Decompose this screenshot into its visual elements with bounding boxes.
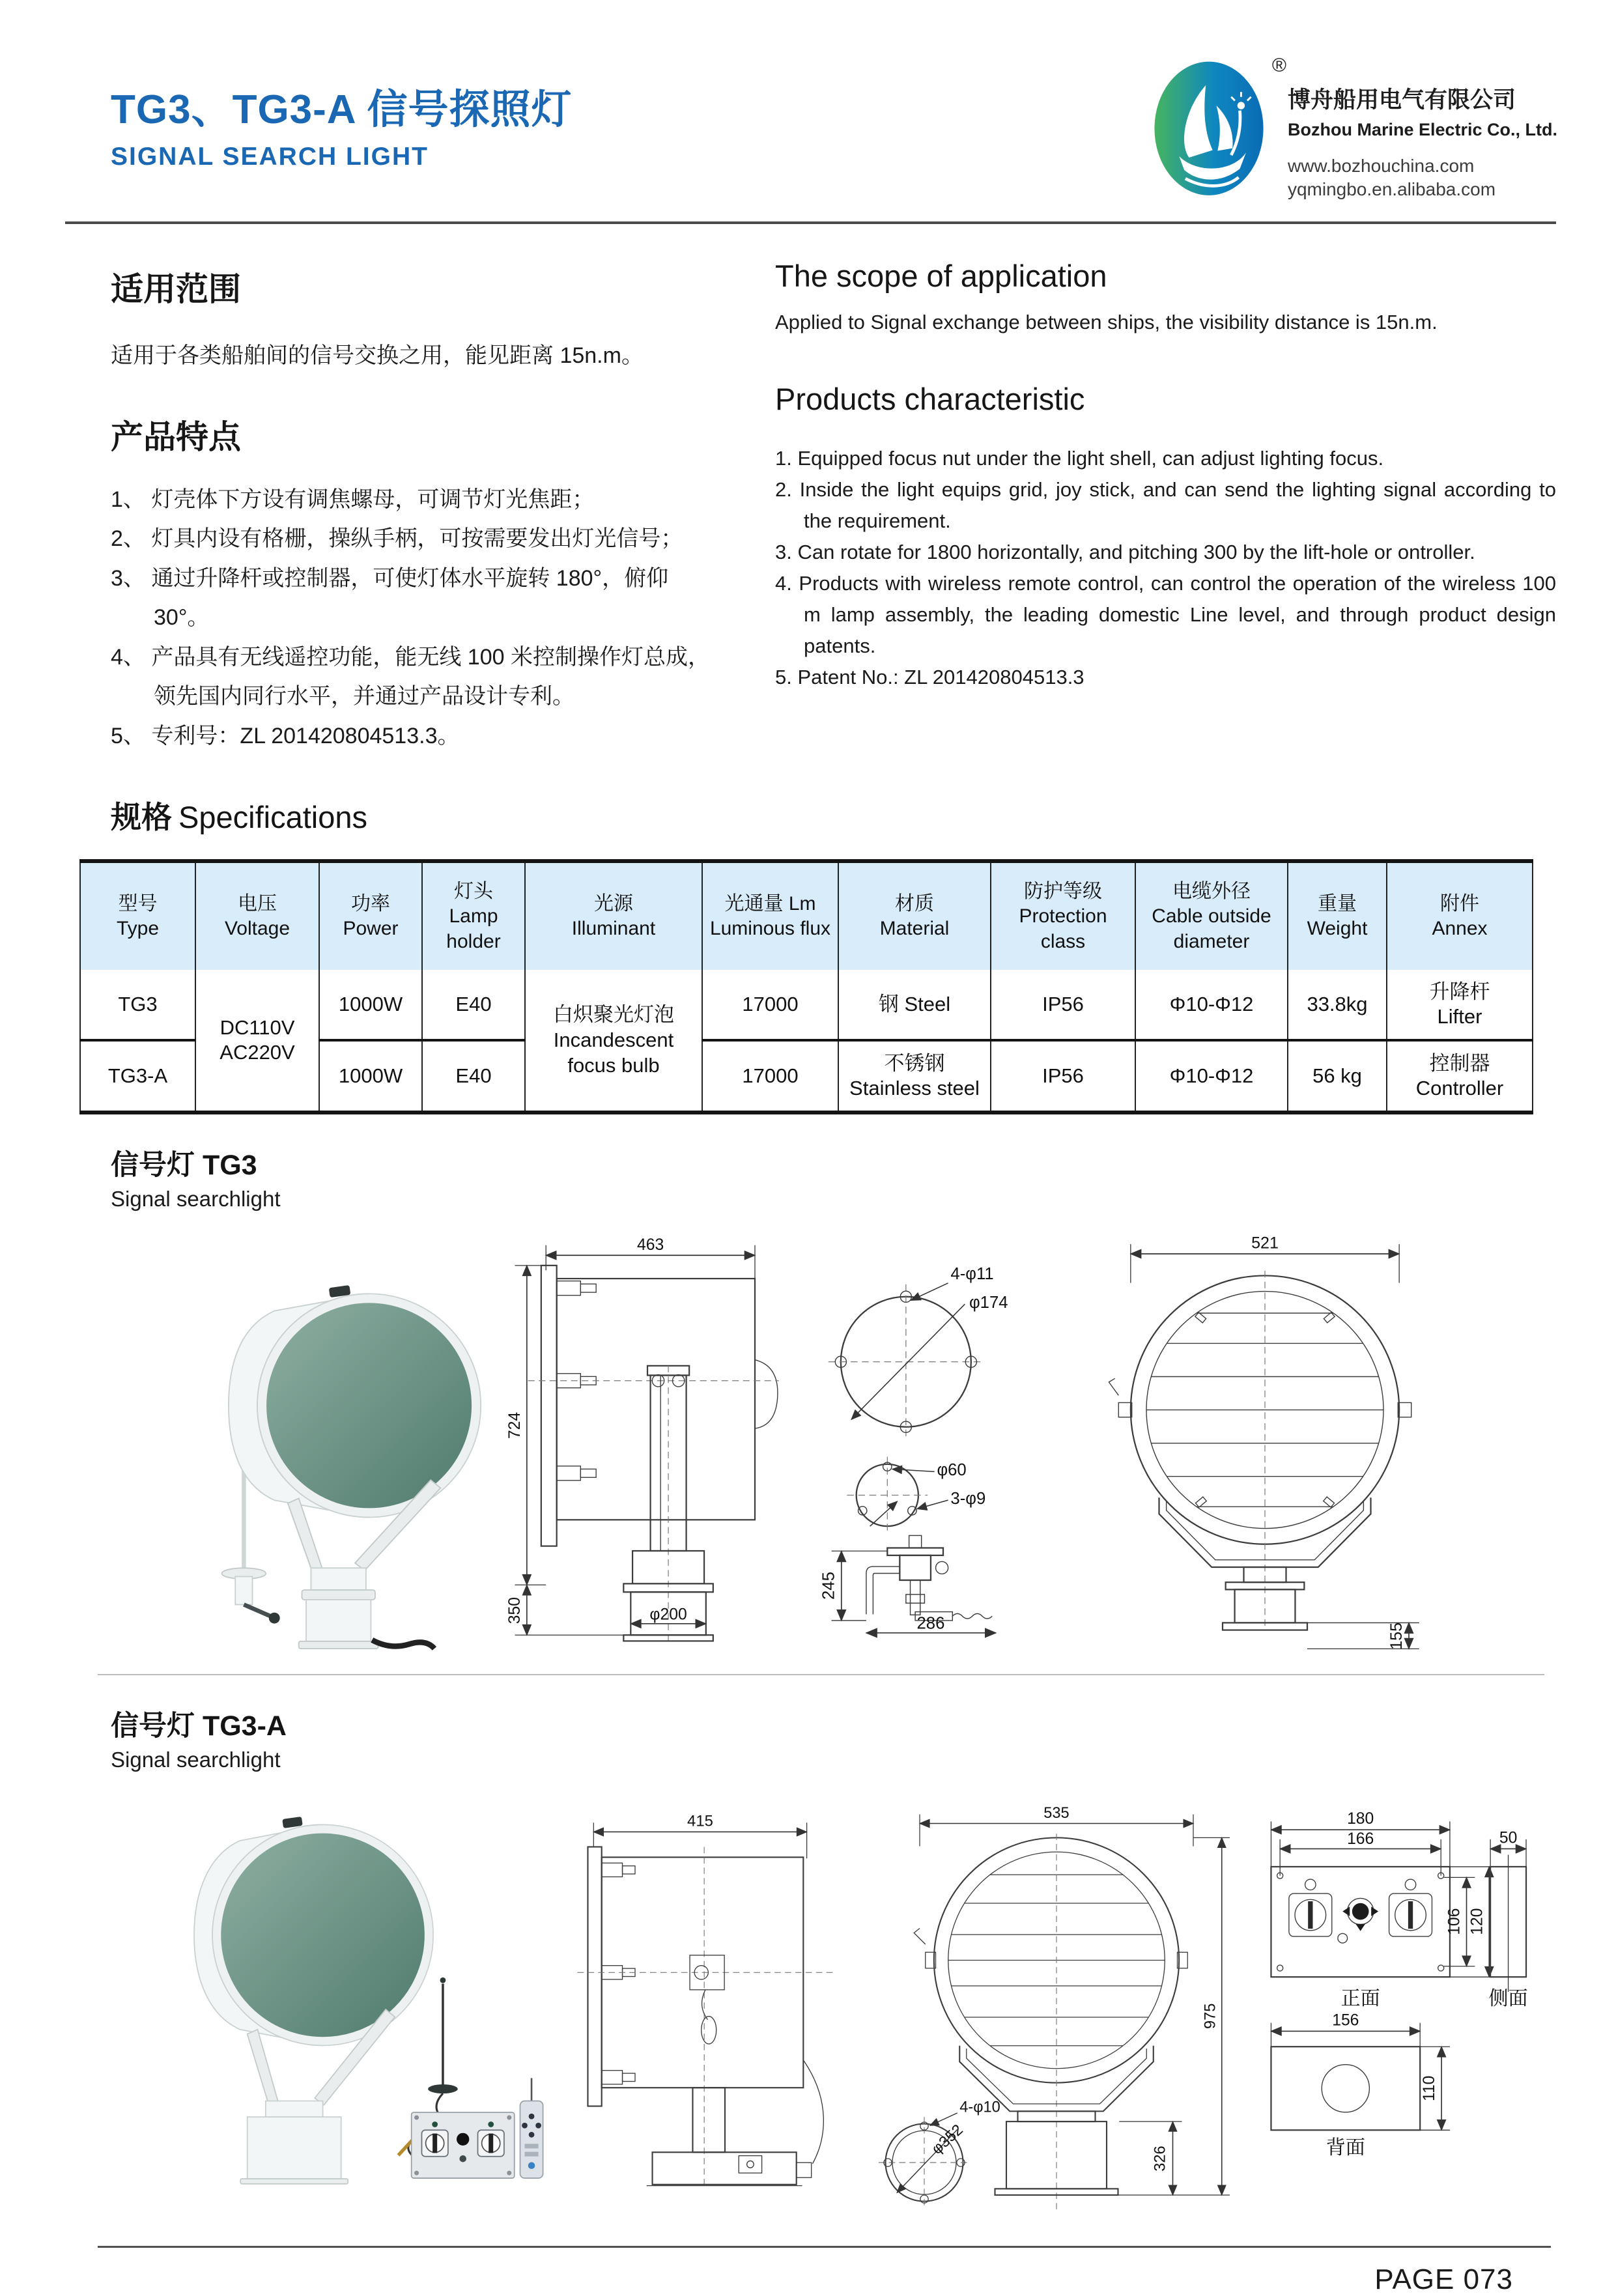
logo-text xyxy=(1288,57,1557,202)
tg3-heading-zh: 信号灯 TG3 xyxy=(111,1150,257,1182)
specifications-heading-en: Specifications xyxy=(178,800,367,835)
cell-annex: 升降杆 Lifter xyxy=(1387,970,1533,1040)
table-header-row xyxy=(80,861,1533,970)
cell-lamp: E40 xyxy=(422,970,525,1040)
dim-small-circle: φ60 xyxy=(937,1461,967,1480)
footer xyxy=(0,2246,1616,2296)
specifications-heading-zh: 规格 xyxy=(111,800,172,835)
feature-item: 4. Products with wireless remote control, can control the operation of the wireless 100 m lamp assembly, the leading domestic Line level, and through product design patents. xyxy=(775,571,1556,658)
feature-item: 2. Inside the light equips grid, joy stick, and can send the lighting signal according to the requirement. xyxy=(775,477,1556,532)
section-divider xyxy=(98,1674,1544,1675)
registered-mark: ® xyxy=(1271,55,1286,76)
tg3a-flange-circle xyxy=(879,2099,1000,2209)
dim-mount-circle: φ174 xyxy=(969,1294,1008,1312)
tg3-heading-en: Signal searchlight xyxy=(111,1187,281,1212)
cell-type: TG3-A xyxy=(80,1040,195,1113)
intro-chinese-column xyxy=(111,254,730,756)
dim-front-height: 975 xyxy=(1202,2003,1219,2030)
title-block xyxy=(111,77,573,171)
cell-weight: 33.8kg xyxy=(1288,970,1387,1040)
scope-body-en: Applied to Signal exchange between ships, the visibility distance is 15n.m. xyxy=(775,310,1438,333)
tg3a-control-panel xyxy=(412,2112,515,2178)
tg3-section-heading xyxy=(111,1143,1616,1212)
page-title: TG3、TG3-A 信号探照灯 xyxy=(111,87,573,132)
dim-flange-circle: φ352 xyxy=(928,2121,967,2159)
cell-weight: 56 kg xyxy=(1288,1040,1387,1113)
tg3a-drawings xyxy=(0,1772,1616,2222)
col-weight: 重量 Weight xyxy=(1288,861,1387,970)
feature-item: 5. Patent No.: ZL 201420804513.3 xyxy=(775,666,1084,689)
dim-height: 724 xyxy=(505,1412,524,1439)
tg3a-section-heading xyxy=(111,1704,1616,1772)
cell-flux: 17000 xyxy=(702,970,838,1040)
tg3a-heading-en: Signal searchlight xyxy=(111,1748,281,1772)
table-row-tg3 xyxy=(80,970,1533,1040)
cell-cable: Φ10-Φ12 xyxy=(1135,970,1288,1040)
features-heading-zh: 产品特点 xyxy=(111,418,241,455)
feature-item: 4、 产品具有无线遥控功能，能无线 100 米控制操作灯总成，领先国内同行水平，并通过产品设计专利。 xyxy=(111,644,710,709)
tg3-mounting-drawing xyxy=(813,1228,1073,1638)
features-list-zh xyxy=(111,480,730,756)
tg3a-product-photo xyxy=(77,1789,546,2184)
dim-front-bottom: 155 xyxy=(1387,1623,1406,1651)
features-heading-en: Products characteristic xyxy=(775,381,1085,416)
cell-protection: IP56 xyxy=(991,1040,1135,1113)
feature-item: 2、 灯具内设有格栅，操纵手柄，可按需要发出灯光信号； xyxy=(111,526,683,552)
feature-item: 1. Equipped focus nut under the light shell, can adjust lighting focus. xyxy=(775,446,1384,470)
dim-side-width: 415 xyxy=(687,1813,713,1831)
col-type: 型号 Type xyxy=(80,861,195,970)
cell-material: 不锈钢 Stainless steel xyxy=(838,1040,991,1113)
tg3-front-view-drawing xyxy=(1096,1228,1434,1652)
cell-cable: Φ10-Φ12 xyxy=(1135,1040,1288,1113)
cell-protection: IP56 xyxy=(991,970,1135,1040)
company-website: www.bozhouchina.com xyxy=(1287,156,1475,176)
dim-base-height: 350 xyxy=(505,1597,524,1624)
dim-side-depth: 50 xyxy=(1499,1829,1518,1847)
dim-base-height: 326 xyxy=(1152,2146,1169,2172)
header xyxy=(0,0,1616,202)
col-cable-diameter: 电缆外径 Cable outside diameter xyxy=(1135,861,1288,970)
col-annex: 附件 Annex xyxy=(1387,861,1533,970)
tg3-lens xyxy=(262,1299,476,1512)
cell-power: 1000W xyxy=(319,970,422,1040)
company-logo xyxy=(1147,57,1557,202)
specifications-heading xyxy=(111,793,1616,837)
tg3-product-photo xyxy=(91,1228,482,1650)
panel-side-label: 侧面 xyxy=(1488,1988,1528,2010)
cell-annex: 控制器 Controller xyxy=(1387,1040,1533,1113)
cell-lamp: E40 xyxy=(422,1040,525,1113)
dim-mount-holes: 4-φ11 xyxy=(950,1265,994,1284)
features-list-en xyxy=(775,443,1556,693)
col-luminous-flux: 光通量 Lm Luminous flux xyxy=(702,861,838,970)
dim-back-height: 110 xyxy=(1421,2075,1439,2102)
dim-back-width: 156 xyxy=(1332,2011,1359,2030)
feature-item: 1、 灯壳体下方设有调焦螺母，可调节灯光焦距； xyxy=(111,487,595,512)
tg3-drawings xyxy=(0,1212,1616,1652)
dim-lifter-length: 286 xyxy=(916,1614,945,1633)
cell-power: 1000W xyxy=(319,1040,422,1113)
dim-panel-width: 180 xyxy=(1347,1810,1374,1828)
cell-illuminant: 白炽聚光灯泡 Incandescent focus bulb xyxy=(525,970,702,1113)
intro-english-column xyxy=(775,254,1556,756)
company-website-alibaba: yqmingbo.en.alibaba.com xyxy=(1287,179,1496,200)
feature-item: 3、 通过升降杆或控制器，可使灯体水平旋转 180°，俯仰 30°。 xyxy=(111,565,669,631)
dim-panel-height: 120 xyxy=(1468,1908,1486,1936)
col-material: 材质 Material xyxy=(838,861,991,970)
col-power: 功率 Power xyxy=(319,861,422,970)
dim-front-width: 521 xyxy=(1251,1234,1279,1253)
dim-base-diameter: φ200 xyxy=(649,1606,687,1624)
cell-material: 钢 Steel xyxy=(838,970,991,1040)
col-lamp-holder: 灯头 Lamp holder xyxy=(422,861,525,970)
scope-heading-zh: 适用范围 xyxy=(111,270,241,307)
intro-section xyxy=(0,224,1616,756)
dim-flange-holes: 4-φ10 xyxy=(959,2099,1000,2116)
tg3a-lens xyxy=(217,1830,429,2041)
tg3a-controller-drawing xyxy=(1253,1789,1533,2159)
specifications-table xyxy=(79,859,1533,1114)
cell-voltage: DC110V AC220V xyxy=(195,970,319,1113)
company-name-zh: 博舟船用电气有限公司 xyxy=(1287,87,1516,113)
dim-panel-hole-width: 166 xyxy=(1347,1830,1374,1849)
sailboat-logo-icon xyxy=(1147,55,1286,200)
col-protection-class: 防护等级 Protection class xyxy=(991,861,1135,970)
page-subtitle: SIGNAL SEARCH LIGHT xyxy=(111,143,429,171)
dim-panel-hole-height: 106 xyxy=(1445,1908,1464,1936)
dim-front-width: 535 xyxy=(1043,1805,1070,1822)
cell-flux: 17000 xyxy=(702,1040,838,1113)
col-voltage: 电压 Voltage xyxy=(195,861,319,970)
cell-type: TG3 xyxy=(80,970,195,1040)
dim-lifter-height: 245 xyxy=(819,1572,838,1600)
page-number: PAGE 073 xyxy=(1374,2263,1513,2296)
company-name-en: Bozhou Marine Electric Co., Ltd. xyxy=(1287,120,1557,139)
col-illuminant: 光源 Illuminant xyxy=(525,861,702,970)
tg3-side-view-drawing xyxy=(504,1228,791,1647)
panel-back-label: 背面 xyxy=(1325,2137,1366,2159)
feature-item: 5、 专利号：ZL 201420804513.3。 xyxy=(111,723,460,748)
scope-heading-en: The scope of application xyxy=(775,258,1107,293)
dim-small-holes: 3-φ9 xyxy=(950,1490,986,1509)
dim-width: 463 xyxy=(636,1236,664,1254)
tg3a-remote-control xyxy=(520,2078,543,2179)
tg3a-front-view-drawing xyxy=(874,1789,1239,2222)
tg3-cable xyxy=(372,1640,434,1649)
scope-body-zh: 适用于各类船舶间的信号交换之用，能见距离 15n.m。 xyxy=(111,343,644,368)
tg3a-heading-zh: 信号灯 TG3-A xyxy=(111,1710,287,1742)
tg3a-side-view-drawing xyxy=(560,1789,860,2192)
panel-front-label: 正面 xyxy=(1340,1988,1380,2010)
feature-item: 3. Can rotate for 1800 horizontally, and pitching 300 by the lift-hole or ontroller. xyxy=(775,540,1475,563)
footer-divider xyxy=(98,2246,1551,2248)
